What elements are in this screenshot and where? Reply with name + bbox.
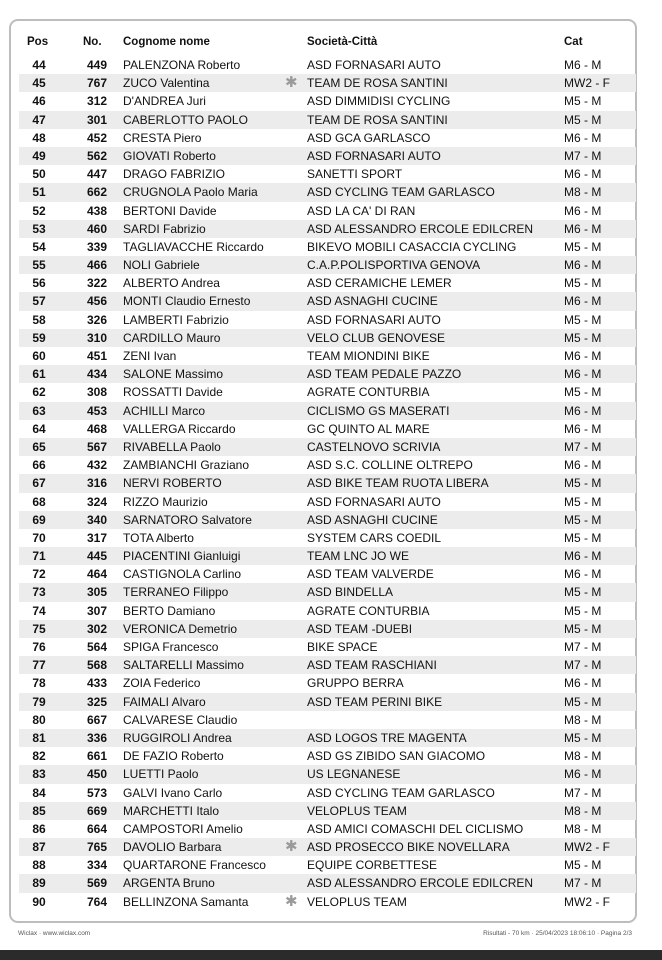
position: 44: [32, 58, 46, 72]
club: ASD AMICI COMASCHI DEL CICLISMO: [307, 821, 524, 836]
category: M6 - M: [564, 767, 602, 782]
athlete-name: PALENZONA Roberto: [123, 58, 241, 72]
table-row: [19, 893, 636, 911]
athlete-name: CASTIGNOLA Carlino: [123, 567, 242, 582]
bib-number: 449: [86, 58, 107, 72]
bib-number: 460: [86, 221, 107, 236]
club: GRUPPO BERRA: [307, 676, 404, 691]
category: M5 - M: [564, 585, 602, 600]
athlete-name: BERTONI Davide: [123, 203, 217, 218]
bib-number: 568: [86, 658, 107, 673]
table-row: [19, 438, 636, 456]
table-row: [19, 493, 636, 511]
club: ASD TEAM VALVERDE: [307, 567, 434, 582]
position: 86: [32, 821, 46, 836]
athlete-name: DRAGO FABRIZIO: [123, 167, 226, 182]
position: 51: [32, 185, 46, 200]
club: ASD FORNASARI AUTO: [307, 58, 441, 72]
position: 87: [32, 840, 46, 855]
category: M6 - M: [564, 167, 602, 182]
category: M7 - M: [564, 785, 602, 800]
position: 64: [32, 421, 46, 436]
athlete-name: NOLI Gabriele: [123, 258, 200, 273]
bib-number: 764: [86, 894, 107, 909]
bib-number: 302: [86, 621, 107, 636]
athlete-name: TOTA Alberto: [123, 530, 194, 545]
table-row: [19, 74, 636, 92]
position: 90: [32, 894, 46, 909]
table-row: [19, 183, 636, 201]
table-row: [19, 238, 636, 256]
category: MW2 - F: [564, 76, 610, 91]
bib-number: 573: [86, 785, 107, 800]
position: 81: [32, 730, 46, 745]
category: M5 - M: [564, 621, 602, 636]
category: M7 - M: [564, 876, 602, 891]
category: M8 - M: [564, 185, 602, 200]
category: M7 - M: [564, 658, 602, 673]
athlete-name: BERTO Damiano: [123, 603, 216, 618]
category: M5 - M: [564, 730, 602, 745]
bib-number: 340: [86, 512, 107, 527]
club: CASTELNOVO SCRIVIA: [307, 439, 441, 454]
table-row: [19, 565, 636, 583]
bib-number: 305: [86, 585, 107, 600]
athlete-name: SARNATORO Salvatore: [123, 512, 252, 527]
table-row: [19, 474, 636, 492]
category: M6 - M: [564, 403, 602, 418]
position: 82: [32, 749, 46, 764]
bib-number: 445: [86, 549, 107, 564]
athlete-name: MARCHETTI Italo: [123, 803, 220, 818]
athlete-name: BELLINZONA Samanta: [123, 894, 249, 909]
table-row: [19, 711, 636, 729]
club: ASD FORNASARI AUTO: [307, 494, 441, 509]
table-row: [19, 92, 636, 110]
table-row: [19, 456, 636, 474]
table-row: [19, 147, 636, 165]
category: M6 - M: [564, 367, 602, 382]
bib-number: 662: [86, 185, 107, 200]
club: ASD DIMMIDISI CYCLING: [307, 94, 451, 109]
club: ASD PROSECCO BIKE NOVELLARA: [307, 840, 510, 855]
club: ASD TEAM PEDALE PAZZO: [307, 367, 462, 382]
table-row: [19, 329, 636, 347]
club: EQUIPE CORBETTESE: [307, 858, 438, 873]
category: MW2 - F: [564, 894, 610, 909]
category: M6 - M: [564, 130, 602, 145]
bib-number: 767: [86, 76, 107, 91]
club: ASD ASNAGHI CUCINE: [307, 512, 438, 527]
position: 77: [32, 658, 46, 673]
athlete-name: CARDILLO Mauro: [123, 330, 221, 345]
club: VELO CLUB GENOVESE: [307, 330, 446, 345]
club: ASD BINDELLA: [307, 585, 394, 600]
club: ASD CYCLING TEAM GARLASCO: [307, 785, 495, 800]
category: M6 - M: [564, 258, 602, 273]
athlete-name: CABERLOTTO PAOLO: [123, 112, 248, 127]
bib-number: 567: [86, 439, 107, 454]
bib-number: 466: [86, 258, 107, 273]
bib-number: 308: [86, 385, 107, 400]
club: ASD CERAMICHE LEMER: [307, 276, 452, 291]
category: M5 - M: [564, 385, 602, 400]
table-row: [19, 129, 636, 147]
bib-number: 312: [86, 94, 107, 109]
table-row: [19, 638, 636, 656]
club: ASD LA CA' DI RAN: [307, 203, 416, 218]
position: 58: [32, 312, 46, 327]
table-row: [19, 111, 636, 129]
position: 49: [32, 148, 46, 163]
bib-number: 451: [86, 349, 107, 363]
club: ASD ALESSANDRO ERCOLE EDILCREN: [307, 221, 534, 236]
club: C.A.P.POLISPORTIVA GENOVA: [307, 258, 481, 273]
athlete-name: ARGENTA Bruno: [123, 876, 215, 891]
position: 54: [32, 239, 46, 254]
table-row: [19, 402, 636, 420]
position: 52: [32, 203, 46, 218]
table-row: [19, 765, 636, 783]
table-row: [19, 747, 636, 765]
table-row: [19, 838, 636, 856]
category: M8 - M: [564, 712, 602, 727]
table-row: [19, 420, 636, 438]
club: BIKEVO MOBILI CASACCIA CYCLING: [307, 239, 517, 254]
position: 69: [32, 512, 46, 527]
athlete-name: GALVI Ivano Carlo: [123, 785, 223, 800]
club: BIKE SPACE: [307, 640, 378, 654]
table-row: [19, 529, 636, 547]
female-marker-icon: ✱: [285, 892, 298, 910]
category: M6 - M: [564, 458, 602, 473]
results-table: [19, 56, 636, 911]
table-row: [19, 311, 636, 329]
bib-number: 434: [86, 367, 107, 382]
category: M8 - M: [564, 803, 602, 818]
club: ASD TEAM RASCHIANI: [307, 658, 437, 673]
header-club: Società-Città: [307, 36, 378, 48]
club: AGRATE CONTURBIA: [307, 603, 430, 618]
athlete-name: ACHILLI Marco: [123, 403, 206, 418]
position: 60: [32, 349, 46, 363]
bib-number: 456: [86, 294, 107, 309]
position: 75: [32, 621, 46, 636]
position: 62: [32, 385, 46, 400]
bib-number: 452: [86, 130, 107, 145]
club: TEAM DE ROSA SANTINI: [307, 76, 448, 91]
female-marker-icon: ✱: [285, 838, 298, 856]
club: US LEGNANESE: [307, 767, 401, 782]
bib-number: 324: [86, 494, 107, 509]
position: 59: [32, 330, 46, 345]
club: VELOPLUS TEAM: [307, 894, 407, 909]
bib-number: 564: [86, 640, 107, 654]
athlete-name: VALLERGA Riccardo: [123, 421, 236, 436]
club: TEAM MIONDINI BIKE: [307, 349, 430, 363]
position: 57: [32, 294, 46, 309]
bib-number: 336: [86, 730, 107, 745]
table-row: [19, 802, 636, 820]
table-row: [19, 820, 636, 838]
header-pos: Pos: [27, 36, 49, 48]
bib-number: 447: [86, 167, 107, 182]
club: SANETTI SPORT: [307, 167, 403, 182]
category: M5 - M: [564, 239, 602, 254]
category: M8 - M: [564, 821, 602, 836]
athlete-name: RIVABELLA Paolo: [123, 439, 221, 454]
position: 50: [32, 167, 46, 182]
bib-number: 464: [86, 567, 107, 582]
category: M5 - M: [564, 312, 602, 327]
bib-number: 339: [86, 239, 107, 254]
table-row: [19, 365, 636, 383]
position: 74: [32, 603, 46, 618]
category: M6 - M: [564, 676, 602, 691]
category: M5 - M: [564, 94, 602, 109]
bib-number: 301: [86, 112, 107, 127]
table-row: [19, 693, 636, 711]
athlete-name: SPIGA Francesco: [123, 640, 219, 654]
position: 80: [32, 712, 46, 727]
table-row: [19, 165, 636, 183]
header-category: Cat: [564, 36, 583, 48]
table-row: [19, 656, 636, 674]
footer-left: Wiclax · www.wiclax.com: [18, 930, 91, 937]
athlete-name: TERRANEO Filippo: [123, 585, 229, 600]
club: ASD TEAM -DUEBI: [307, 621, 413, 636]
position: 72: [32, 567, 46, 582]
bib-number: 438: [86, 203, 107, 218]
club: GC QUINTO AL MARE: [307, 421, 430, 436]
position: 73: [32, 585, 46, 600]
category: M7 - M: [564, 640, 602, 654]
position: 65: [32, 439, 46, 454]
club: VELOPLUS TEAM: [307, 803, 407, 818]
category: M7 - M: [564, 439, 602, 454]
position: 55: [32, 258, 46, 273]
footer-right: Risultati - 70 km · 25/04/2023 18:06:10 · Pagina 2/3: [483, 930, 632, 937]
table-row: [19, 547, 636, 565]
athlete-name: NERVI ROBERTO: [123, 476, 222, 491]
athlete-name: TAGLIAVACCHE Riccardo: [123, 239, 264, 254]
athlete-name: D'ANDREA Juri: [123, 94, 206, 109]
table-row: [19, 274, 636, 292]
table-row: [19, 674, 636, 692]
club: ASD GS ZIBIDO SAN GIACOMO: [307, 749, 486, 764]
female-marker-icon: ✱: [285, 74, 298, 92]
position: 89: [32, 876, 46, 891]
club: ASD GCA GARLASCO: [307, 130, 431, 145]
table-row: [19, 784, 636, 802]
athlete-name: RUGGIROLI Andrea: [123, 730, 232, 745]
athlete-name: MONTI Claudio Ernesto: [123, 294, 251, 309]
table-row: [19, 856, 636, 874]
club: ASD ALESSANDRO ERCOLE EDILCREN: [307, 876, 534, 891]
athlete-name: CAMPOSTORI Amelio: [123, 821, 243, 836]
position: 67: [32, 476, 46, 491]
athlete-name: SALTARELLI Massimo: [123, 658, 244, 673]
category: M5 - M: [564, 476, 602, 491]
position: 83: [32, 767, 46, 782]
position: 79: [32, 694, 46, 709]
position: 71: [32, 549, 46, 564]
club: CICLISMO GS MASERATI: [307, 403, 450, 418]
position: 66: [32, 458, 46, 473]
category: M8 - M: [564, 749, 602, 764]
table-row: [19, 729, 636, 747]
category: M6 - M: [564, 221, 602, 236]
category: MW2 - F: [564, 840, 610, 855]
club: ASD FORNASARI AUTO: [307, 148, 441, 163]
category: M5 - M: [564, 276, 602, 291]
club: TEAM LNC JO WE: [307, 549, 410, 564]
position: 45: [32, 76, 46, 91]
club: SYSTEM CARS COEDIL: [307, 530, 442, 545]
position: 70: [32, 530, 46, 545]
club: ASD BIKE TEAM RUOTA LIBERA: [307, 476, 489, 491]
position: 84: [32, 785, 46, 800]
athlete-name: DE FAZIO Roberto: [123, 749, 224, 764]
position: 56: [32, 276, 46, 291]
bib-number: 664: [86, 821, 107, 836]
category: M5 - M: [564, 112, 602, 127]
bib-number: 307: [86, 603, 107, 618]
club: ASD LOGOS TRE MAGENTA: [307, 730, 467, 745]
header-number: No.: [83, 36, 102, 48]
position: 61: [32, 367, 46, 382]
position: 88: [32, 858, 46, 873]
bib-number: 433: [86, 676, 107, 691]
athlete-name: GIOVATI Roberto: [123, 148, 216, 163]
athlete-name: FAIMALI Alvaro: [123, 694, 206, 709]
category: M5 - M: [564, 512, 602, 527]
table-row: [19, 202, 636, 220]
athlete-name: SALONE Massimo: [123, 367, 224, 382]
category: M5 - M: [564, 603, 602, 618]
category: M6 - M: [564, 349, 602, 363]
club: ASD FORNASARI AUTO: [307, 312, 441, 327]
category: M5 - M: [564, 494, 602, 509]
bib-number: 310: [86, 330, 107, 345]
bib-number: 562: [86, 148, 107, 163]
bib-number: 468: [86, 421, 107, 436]
table-row: [19, 292, 636, 310]
athlete-name: ZOIA Federico: [123, 676, 201, 691]
category: M5 - M: [564, 858, 602, 873]
athlete-name: ZAMBIANCHI Graziano: [123, 458, 250, 473]
club: ASD TEAM PERINI BIKE: [307, 694, 443, 709]
position: 47: [32, 112, 46, 127]
club: AGRATE CONTURBIA: [307, 385, 430, 400]
position: 78: [32, 676, 46, 691]
position: 46: [32, 94, 46, 109]
bib-number: 322: [86, 276, 107, 291]
bib-number: 432: [86, 458, 107, 473]
table-row: [19, 220, 636, 238]
bib-number: 569: [86, 876, 107, 891]
athlete-name: CRUGNOLA Paolo Maria: [123, 185, 258, 200]
athlete-name: LUETTI Paolo: [123, 767, 199, 782]
athlete-name: VERONICA Demetrio: [123, 621, 238, 636]
athlete-name: CALVARESE Claudio: [123, 712, 238, 727]
table-row: [19, 383, 636, 401]
category: M5 - M: [564, 530, 602, 545]
club: ASD S.C. COLLINE OLTREPO: [307, 458, 473, 473]
header-name: Cognome nome: [123, 36, 210, 48]
bib-number: 450: [86, 767, 107, 782]
bib-number: 669: [86, 803, 107, 818]
athlete-name: ZUCO Valentina: [123, 76, 210, 91]
bib-number: 334: [86, 858, 107, 873]
athlete-name: SARDI Fabrizio: [123, 221, 206, 236]
athlete-name: ZENI Ivan: [123, 349, 177, 363]
athlete-name: ROSSATTI Davide: [123, 385, 223, 400]
category: M6 - M: [564, 567, 602, 582]
bib-number: 326: [86, 312, 107, 327]
category: M6 - M: [564, 203, 602, 218]
table-row: [19, 347, 636, 365]
table-row: [19, 620, 636, 638]
category: M6 - M: [564, 294, 602, 309]
table-row: [19, 511, 636, 529]
bib-number: 453: [86, 403, 107, 418]
category: M7 - M: [564, 148, 602, 163]
bib-number: 667: [86, 712, 107, 727]
athlete-name: RIZZO Maurizio: [123, 494, 208, 509]
club: ASD ASNAGHI CUCINE: [307, 294, 438, 309]
category: M5 - M: [564, 330, 602, 345]
bib-number: 325: [86, 694, 107, 709]
position: 48: [32, 130, 46, 145]
table-row: [19, 874, 636, 892]
bib-number: 316: [86, 476, 107, 491]
table-row: [19, 256, 636, 274]
bib-number: 661: [86, 749, 107, 764]
athlete-name: CRESTA Piero: [123, 130, 202, 145]
club: TEAM DE ROSA SANTINI: [307, 112, 448, 127]
category: M6 - M: [564, 58, 602, 72]
category: M6 - M: [564, 421, 602, 436]
athlete-name: LAMBERTI Fabrizio: [123, 312, 229, 327]
table-row: [19, 602, 636, 620]
position: 68: [32, 494, 46, 509]
bib-number: 765: [86, 840, 107, 855]
category: M6 - M: [564, 549, 602, 564]
position: 76: [32, 640, 46, 654]
position: 53: [32, 221, 46, 236]
athlete-name: DAVOLIO Barbara: [123, 840, 222, 855]
athlete-name: PIACENTINI Gianluigi: [123, 549, 241, 564]
bib-number: 317: [86, 530, 107, 545]
position: 63: [32, 403, 46, 418]
table-row: [19, 583, 636, 601]
position: 85: [32, 803, 46, 818]
category: M5 - M: [564, 694, 602, 709]
athlete-name: QUARTARONE Francesco: [123, 858, 266, 873]
table-row: [19, 56, 636, 74]
athlete-name: ALBERTO Andrea: [123, 276, 220, 291]
club: ASD CYCLING TEAM GARLASCO: [307, 185, 495, 200]
